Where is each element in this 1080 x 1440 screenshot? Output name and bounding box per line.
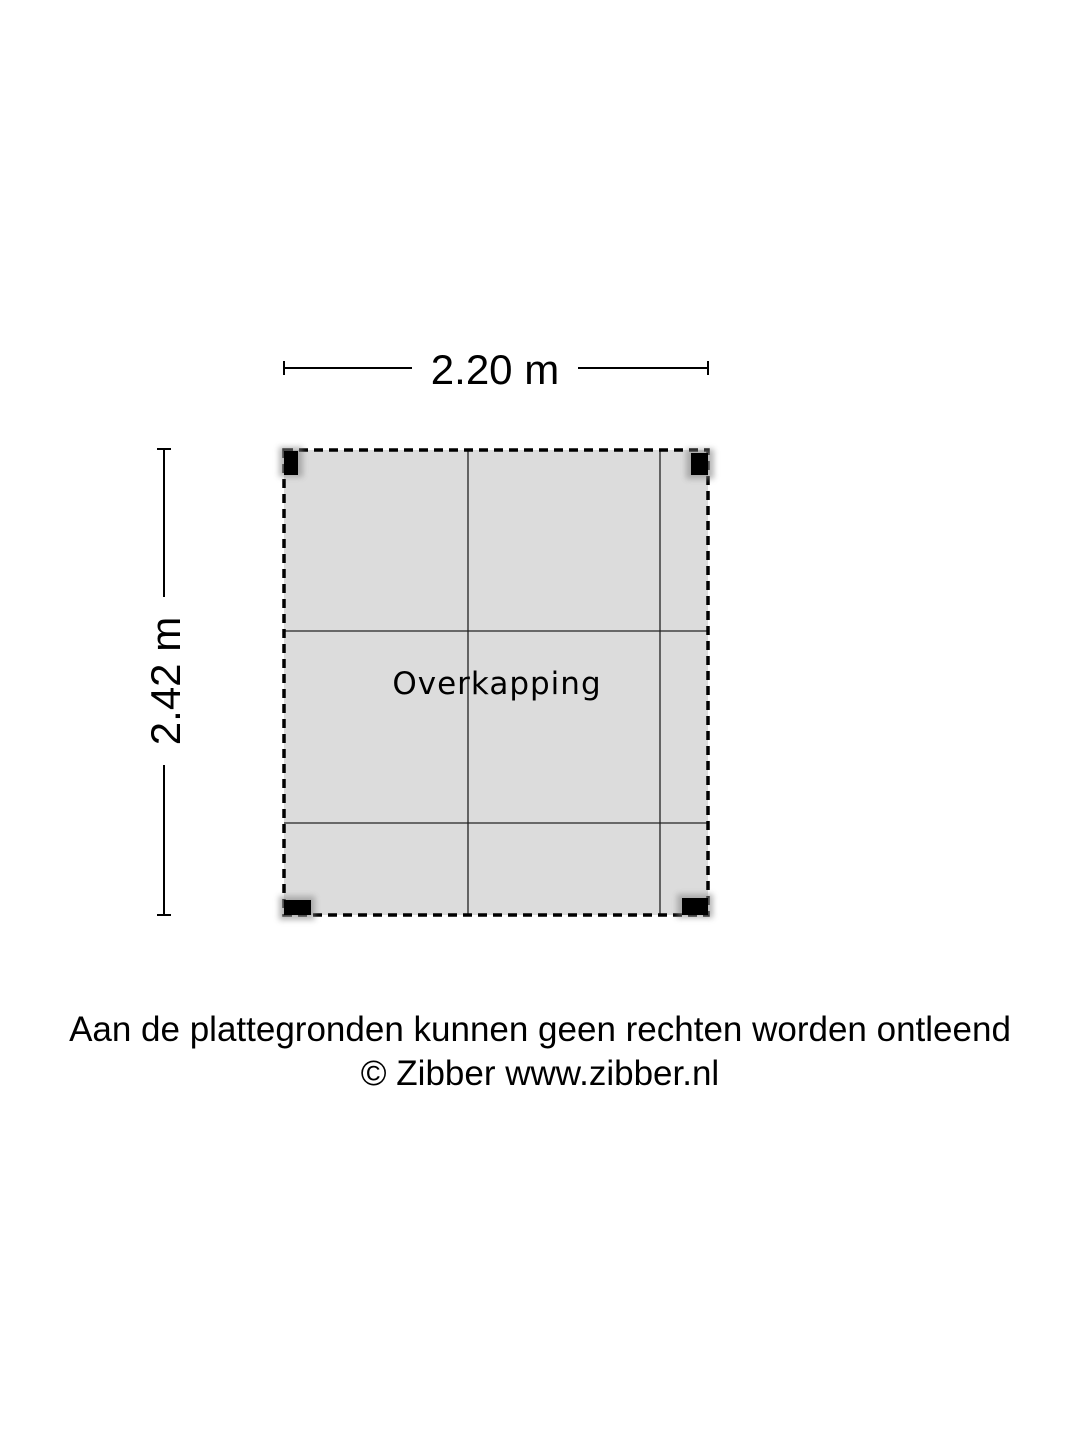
width-dimension (284, 346, 708, 393)
post-bottom-left (284, 900, 311, 915)
height-dimension (142, 449, 189, 915)
height-dimension-label: 2.42 m (142, 616, 189, 746)
post-top-right (691, 453, 708, 475)
disclaimer-text: Aan de plattegronden kunnen geen rechten worden ontleend (69, 1010, 1011, 1049)
room-label: Overkapping (392, 666, 602, 702)
post-bottom-right (682, 898, 708, 915)
room-overkapping (279, 447, 714, 920)
credit-text: © Zibber www.zibber.nl (360, 1054, 720, 1093)
post-top-left (284, 451, 298, 475)
width-dimension-label: 2.20 m (430, 346, 560, 393)
